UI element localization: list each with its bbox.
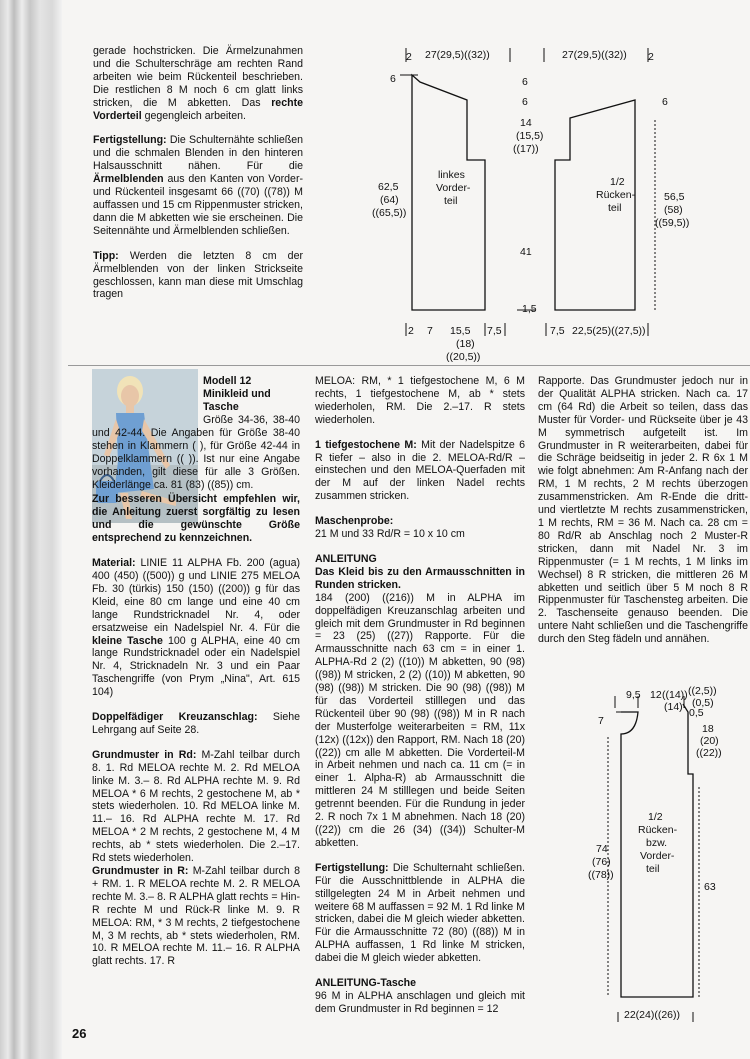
- dim-bottom-7: 7: [427, 325, 433, 337]
- dim-bottom-20-5: ((20,5)): [446, 351, 481, 363]
- paragraph-sizes: Größe 34-36, 38-40 und 42-44. Die Angaben für Größe 38-40 stehen in Klammern ( ), für Größe 42-44 in Doppelklammern (( )). Ist nur eine Angabe vorhanden, gilt diese für alle 3 Größen. Kleiderlänge ca. 81 (83) ((85)) cm.: [92, 414, 300, 491]
- heading-grundmuster-r: Grundmuster in R:: [92, 865, 189, 877]
- text-bold: kleine Tasche: [92, 634, 163, 647]
- page-number: 26: [72, 1026, 87, 1041]
- heading-fertigstellung: Fertigstellung:: [93, 134, 167, 147]
- text-column-middle: [315, 375, 525, 1028]
- dim-63: 63: [704, 881, 716, 893]
- dim-neck-1: 14: [520, 117, 532, 129]
- dim-bottom-width: 22(24)((26)): [624, 1009, 681, 1021]
- dim-six-right: 6: [662, 96, 668, 108]
- dim-seven: 7: [598, 715, 604, 727]
- dim-top-right-2: (0,5): [692, 697, 714, 709]
- top-schematic-diagram: [370, 40, 690, 365]
- dim-six-left: 6: [390, 73, 396, 85]
- text-fragment: Siehe Lehrgang auf Seite 28.: [92, 711, 300, 736]
- paragraph-tasche: Rapporte. Das Grundmuster jedoch nur in der Qualität ALPHA stricken. Nach ca. 17 cm (64 Rd) die Arbeit so teilen, dass das Muster für Vorder- und Rückseite über je 43 M symmetrisch aufgeteilt ist. Im Grundmuster in R weiterarbeiten, dabei für die Schräge beidseitig in jeder 2. R 6x 1 M wie folgt abnehmen: Am R-Anfang nach der RM, 1 M rechts, 2 M rechts überzogen zusammenstricken. Am R-Ende die dritt- und viertletzte M rechts zusammenstricken, 1 M rechts, RM = 36 M. Nach ca. 28 cm = 80 Rd/R ab Anschlag noch 2 Muster-R stricken, dann mit Nadel Nr. 3 im Rippenmuster (= 1 M rechts, 1 M links im Wechsel) 8 R stricken, die mittleren 26 M abketten und seitlich über 5 M noch 8 R Rippenmuster für Taschensteg arbeiten. Die 2. Taschenseite genauso beenden. Die untere Naht schließen und die Taschengriffe durch den Steg fädeln und annähen.: [538, 375, 748, 646]
- heading-fertigstellung-kleid: Fertigstellung:: [315, 861, 389, 874]
- text-column-right: [538, 375, 748, 658]
- dim-height-2: (76): [592, 856, 611, 868]
- paragraph-notice: Zur besseren Übersicht empfehlen wir, die Anleitung zuerst sorgfältig zu lesen und die gewünschte Größe entsprechend zu kennzeichnen.: [92, 493, 300, 545]
- dim-neck-2: (15,5): [516, 130, 544, 142]
- text-fragment: 96 M in ALPHA anschlagen und gleich mit dem Grundmuster in Rd beginnen = 12: [315, 989, 525, 1015]
- text-fragment: Für die: [263, 621, 300, 634]
- page-binding-edge: [0, 0, 62, 1059]
- heading-anleitung-tasche: ANLEITUNG-Tasche: [315, 977, 417, 990]
- dim-top-left: 9,5: [626, 689, 641, 701]
- text-fragment: 184 (200) ((216)) M in ALPHA im doppelfädigen Kreuzanschlag arbeiten und gleich mit dem Grundmuster in Rd beginnen = 23 (25) ((27)) Rapporte. Für die Armausschnitte nach 63 cm = in einer 1. ALPHA-Rd 2 (2) ((10)) M abketten, 90 (98) ((98)) M stricken, 2 (2) ((10)) M abketten, 90 (98) ((98)) M stricken. Die 90 (98) ((98)) M für das Vorderteil stilllegen und das Rückenteil über 90 (98) ((98)) M in R nach der Musterfolge weiterarbeiten = RM, 11x (12x) ((12x)) den Rapport, RM. Nach 18 (20) ((22)) cm alle M abketten. Die Vorderteil-M in Arbeit nehmen und nach ca. 11 cm (= in einer 1. Alpha-R) ab Armausschnitt die mittleren 24 M stilllegen und beide Seiten getrennt beenden. Für die Rundung in jeder 2. R noch 7x 1 M abnehmen. Nach 18 (20) ((22)) cm die 26 (34) ((34)) Schulter-M abketten.: [315, 591, 525, 849]
- dim-top-12: 12: [650, 689, 662, 701]
- dim-top-right-1: ((2,5)): [688, 685, 717, 697]
- dim-top-left-width: 27(29,5)((32)): [425, 49, 490, 61]
- model-title: Modell 12: [203, 375, 252, 387]
- dim-top-right-width: 27(29,5)((32)): [562, 49, 627, 61]
- label-right-3: teil: [608, 202, 622, 214]
- dim-top-right-3: 0,5: [689, 707, 704, 719]
- label-left-3: teil: [444, 195, 458, 207]
- label-dress-5: teil: [646, 863, 660, 875]
- text-fragment: 21 M und 33 Rd/R = 10 x 10 cm: [315, 528, 465, 541]
- dim-bottom-right-width: 22,5(25)((27,5)): [572, 325, 646, 337]
- text-bold: Ärmelblenden: [93, 173, 164, 186]
- text-fragment: aus den Kanten von Vorder- und Rückenteil insgesamt 66 ((70) ((78)) M auffassen und 15 cm Rippenmuster stricken, dann die M abketten wie sie erscheinen. Die Seitennähte und Ärmelblenden schließen.: [93, 173, 303, 237]
- dim-right-h3: ((59,5)): [655, 217, 690, 229]
- dim-right-h2: (58): [664, 204, 683, 216]
- text-fragment: M-Zahl teilbar durch 8. 1. Rd MELOA rechte M. 2. Rd MELOA linke M. 3.– 8. Rd ALPHA rechte M. 9. Rd MELOA * 6 M rechts, 2 gestochene M, ab * stets wiederholen. 10. Rd MELOA linke M. 11.– 16. Rd ALPHA rechte M. 17. Rd MELOA * 2 M rechts, 2 gestochene M, 4 M rechts, ab * stets wiederholen. Die 2.–17. Rd stets wiederholen.: [92, 748, 300, 865]
- label-left-2: Vorder-: [436, 182, 471, 194]
- text-fragment: Das: [241, 96, 272, 109]
- dim-bottom-7-5-left: 7,5: [487, 325, 502, 337]
- text-fragment: 100 g ALPHA, eine 40 cm lange Rundstricknadel oder ein Nadelspiel Nr. 4, Stricknadeln Nr. 3 und ein Paar Taschengriffe (von Prym „Nina", Art. 615 104): [92, 634, 301, 699]
- dim-41: 41: [520, 246, 532, 258]
- dim-bottom-7-5-right: 7,5: [550, 325, 565, 337]
- heading-tiefgestochen: 1 tiefgestochene M:: [315, 438, 417, 451]
- text-fragment: Werden die letzten 8 cm der Ärmelblenden von der linken Strickseite geschlossen, kann man diese mit Umschlag tragen: [93, 249, 303, 301]
- dim-top-mid-2: (14): [664, 701, 683, 713]
- text-bold: Das Kleid bis zu den Armausschnitten in Runden stricken.: [315, 565, 525, 591]
- paragraph-sleeve: gerade hochstricken. Die Ärmelzunahmen und die Schulterschräge am rechten Rand arbeiten wie beim Rückenteil beschrieben. Die restlichen 8 M noch 6 cm glatt links stricken, die M abketten.: [93, 45, 303, 109]
- dim-mark-2-right: 2: [648, 51, 654, 63]
- dim-bottom-18: (18): [456, 338, 475, 350]
- text-column-model-header: [203, 375, 300, 414]
- dim-right-h1: 56,5: [664, 191, 685, 203]
- heading-grundmuster-rd: Grundmuster in Rd:: [92, 748, 197, 761]
- dim-1-5: 1,5: [522, 303, 537, 315]
- label-left-1: linkes: [438, 169, 465, 181]
- label-dress-3: bzw.: [646, 837, 668, 849]
- dim-mark-2: 2: [406, 51, 412, 63]
- dim-height-1: 74: [596, 843, 608, 855]
- model-subtitle-2: Tasche: [203, 400, 239, 413]
- section-divider: [68, 365, 750, 366]
- dress-schematic-diagram: [588, 682, 748, 1022]
- dim-left-h2: (64): [380, 194, 399, 206]
- text-fragment: Die Schulternaht schließen. Für die Ausschnittblende in ALPHA die stillgelegten 24 M in Arbeit nehmen und weitere 68 M auffassen = 92 M. 1 Rd linke M stricken, dabei die M gleich wieder abketten. Für die Armausschnitte 72 (80) ((88)) M in ALPHA auffassen, 1 Rd linke M stricken, dabei die M gleich wieder abketten.: [315, 861, 525, 965]
- text-fragment: Mit der Nadelspitze 6 R tiefer – also in die 2. MELOA-Rd/R – einstechen und den MELOA-Querfaden mit der M auf der linken Nadel rechts zusammen stricken.: [315, 438, 525, 503]
- label-right-2: Rücken-: [596, 189, 636, 201]
- heading-maschenprobe: Maschenprobe:: [315, 515, 394, 528]
- heading-tipp: Tipp:: [93, 249, 119, 262]
- dim-height-3: ((78)): [588, 869, 614, 881]
- dim-bottom-15-5: 15,5: [450, 325, 471, 337]
- text-column-left: [92, 414, 300, 980]
- heading-anleitung: ANLEITUNG: [315, 552, 377, 565]
- paragraph-meloa: MELOA: RM, * 1 tiefgestochene M, 6 M rechts, 1 tiefgestochene M, ab * stets wiederholen, RM. Die 2.–17. R stets wiederholen.: [315, 375, 525, 426]
- label-dress-4: Vorder-: [640, 850, 675, 862]
- text-fragment: Die Schulternähte schließen und die schmalen Blenden in den hinteren Halsausschnitt nähen. Für die: [93, 134, 303, 173]
- dim-armhole-3: ((22)): [696, 747, 722, 759]
- dim-six-mid1: 6: [522, 76, 528, 88]
- dim-six-mid2: 6: [522, 96, 528, 108]
- label-dress-1: 1/2: [648, 811, 663, 823]
- dim-armhole-1: 18: [702, 723, 714, 735]
- text-fragment: gegengleich arbeiten.: [141, 109, 246, 122]
- dim-armhole-2: (20): [700, 735, 719, 747]
- label-right-1: 1/2: [610, 176, 625, 188]
- heading-kreuzanschlag: Doppelfädiger Kreuzanschlag:: [92, 711, 258, 724]
- dim-left-h3: ((65,5)): [372, 207, 407, 219]
- dim-neck-3: ((17)): [513, 143, 539, 155]
- label-dress-2: Rücken-: [638, 824, 678, 836]
- model-subtitle-1: Minikleid und: [203, 387, 271, 400]
- text-bold: rechte Vorderteil: [93, 96, 303, 122]
- dim-top-mid-1: ((14)): [662, 689, 688, 701]
- text-fragment: M-Zahl teilbar durch 8 + RM. 1. R MELOA rechte M. 2. R MELOA rechte M. 3.– 8. R ALPHA glatt rechts = Hin-R rechte M und Rück-R linke M. 9. R MELOA: RM, * 3 M rechts, 2 tiefgestochene M, 3 M rechts, ab * stets wiederholen, RM. 10. R MELOA rechte M. 11.– 16. R ALPHA glatt rechts. 17. R: [92, 865, 300, 968]
- text-column-top-left: [93, 45, 303, 313]
- dim-bottom-left-2: 2: [408, 325, 414, 337]
- text-fragment: LINIE 11 ALPHA Fb. 200 (agua) 400 (450) ((500)) g und LINIE 275 MELOA Fb. 30 (türkis) 150 (150) ((200)) g für das Kleid, eine 80 cm lange und eine 40 cm lange Rundstricknadel Nr. 4, oder ersatzweise ein Nadelspiel Nr. 4.: [92, 557, 300, 634]
- heading-material: Material:: [92, 557, 136, 570]
- dim-left-h1: 62,5: [378, 181, 399, 193]
